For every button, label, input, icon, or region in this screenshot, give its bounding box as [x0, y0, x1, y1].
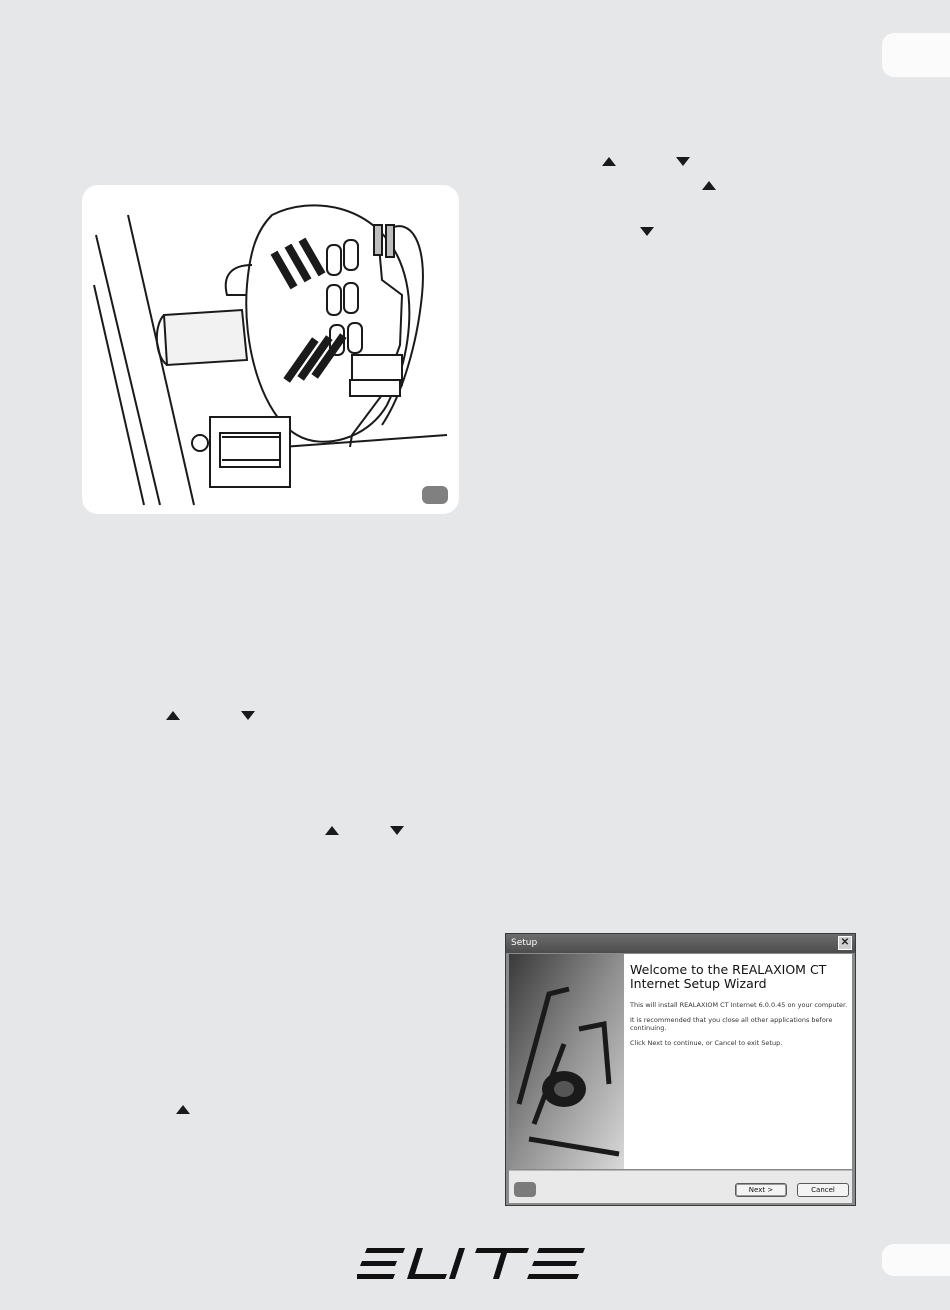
next-button[interactable]: Next >: [735, 1183, 787, 1197]
wizard-footer: [509, 1170, 852, 1203]
window-title: Setup: [506, 934, 855, 953]
down-arrow-icon: [676, 157, 690, 166]
wizard-side-image: [509, 954, 624, 1169]
setup-window: [505, 933, 856, 1206]
up-arrow-icon: [325, 826, 339, 835]
down-arrow-icon: [390, 826, 404, 835]
up-arrow-icon: [702, 181, 716, 190]
wizard-body: [509, 954, 852, 1169]
wizard-text: Click Next to continue, or Cancel to exit Setup.: [630, 1039, 783, 1047]
wizard-text: It is recommended that you close all other applications before continuing.: [630, 1016, 833, 1032]
up-arrow-icon: [176, 1105, 190, 1114]
down-arrow-icon: [241, 711, 255, 720]
figure-number-badge: [422, 486, 448, 504]
wizard-heading: Welcome to the REALAXIOM CT Internet Setup Wizard: [630, 962, 827, 991]
page-number-tab: [882, 1244, 950, 1276]
up-arrow-icon: [166, 711, 180, 720]
page-tab-top: [882, 33, 950, 77]
up-arrow-icon: [602, 157, 616, 166]
trainer-resistance-unit-illustration: [82, 185, 459, 514]
figure-number-badge: [514, 1182, 536, 1197]
cancel-button[interactable]: Cancel: [797, 1183, 849, 1197]
wizard-content: [630, 963, 850, 1054]
trainer-illustration-figure: [82, 185, 459, 514]
down-arrow-icon: [640, 227, 654, 236]
wizard-text: This will install REALAXIOM CT Internet 6.0.0.45 on your computer.: [630, 1001, 848, 1009]
close-icon[interactable]: ✕: [838, 936, 852, 950]
elite-logo: [357, 1248, 585, 1280]
